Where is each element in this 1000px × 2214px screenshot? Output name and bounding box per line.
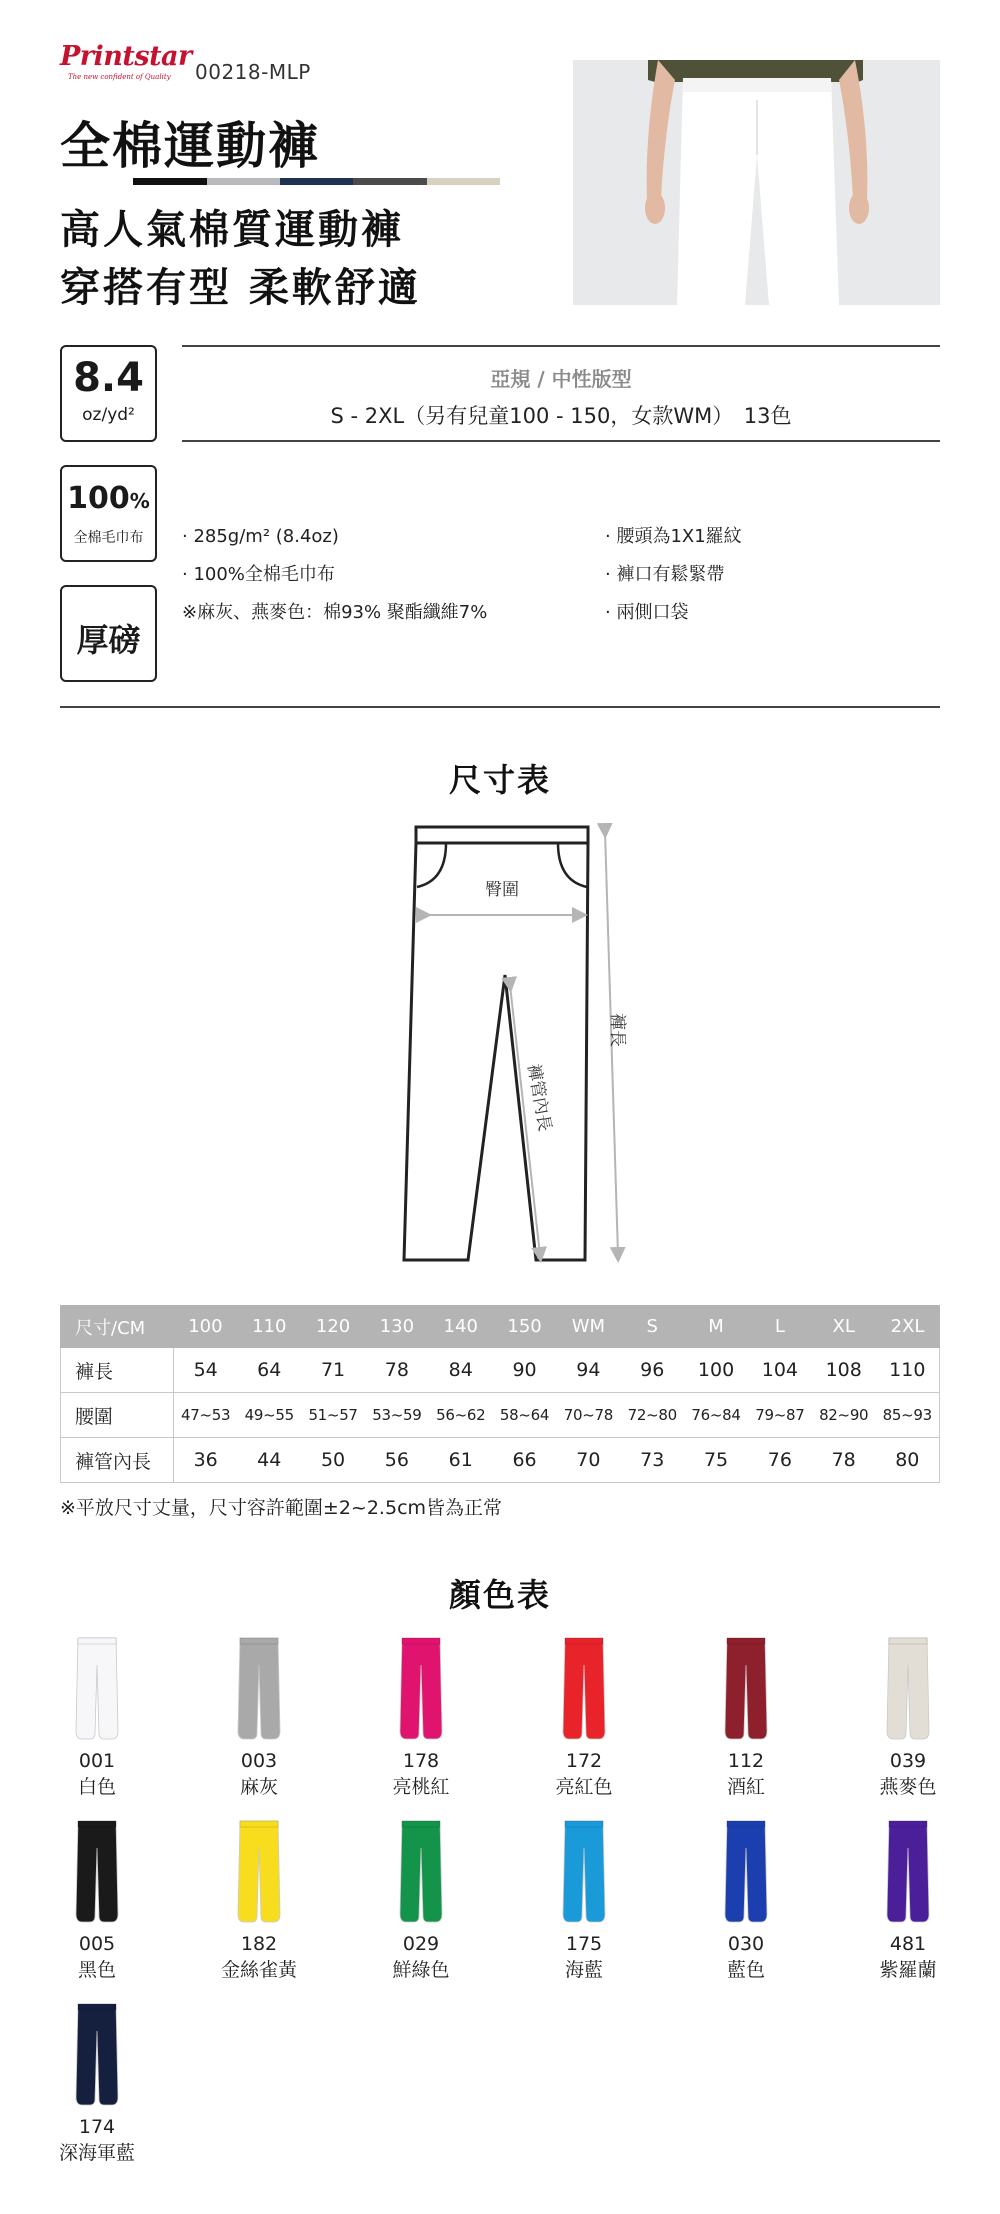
- color-swatch[interactable]: [356, 1818, 486, 1984]
- size-table-row: [61, 1393, 940, 1438]
- size-header-cell: M: [684, 1306, 748, 1348]
- pants-swatch-icon: [72, 1818, 122, 1926]
- cotton-badge: [60, 465, 157, 562]
- color-name: 麻灰: [239, 1776, 278, 1798]
- color-name: 燕麥色: [879, 1776, 937, 1798]
- pants-swatch-icon: [396, 1818, 446, 1926]
- title-color-strip: [60, 178, 500, 185]
- color-swatch[interactable]: [843, 1635, 973, 1801]
- size-cell: 70: [556, 1438, 620, 1483]
- color-swatch[interactable]: [32, 1818, 162, 1984]
- feature-item: · 腰頭為1X1羅紋: [605, 526, 742, 547]
- size-table-header: [61, 1306, 940, 1348]
- pants-measurement-diagram: [380, 815, 640, 1275]
- strip-segment: [133, 178, 206, 185]
- size-cell: 64: [237, 1348, 301, 1393]
- fit-sizes: S - 2XL（另有兒童100 - 150，女款WM） 13色: [330, 404, 792, 428]
- fit-type: 亞規 / 中性版型: [490, 367, 632, 391]
- color-code: 030: [727, 1933, 765, 1955]
- color-name: 亮紅色: [555, 1776, 613, 1798]
- cotton-number: 100: [67, 481, 130, 516]
- features-left: [182, 518, 487, 632]
- size-header-cell: 100: [174, 1306, 238, 1348]
- color-code: 481: [889, 1933, 927, 1955]
- size-cell: 49~55: [237, 1393, 301, 1438]
- size-cell: 73: [620, 1438, 684, 1483]
- color-code: 182: [240, 1933, 278, 1955]
- color-code: 178: [402, 1750, 440, 1772]
- product-title: 全棉運動褲: [60, 117, 320, 175]
- brand-tagline: The new confident of Quality: [68, 73, 171, 81]
- color-name: 紫羅蘭: [879, 1959, 937, 1981]
- color-code: 172: [565, 1750, 603, 1772]
- color-name: 亮桃紅: [392, 1776, 450, 1798]
- size-cell: 85~93: [876, 1393, 940, 1438]
- color-swatch[interactable]: [32, 2001, 162, 2167]
- color-code: 001: [78, 1750, 116, 1772]
- size-header-cell: 2XL: [876, 1306, 940, 1348]
- strip-segment: [427, 178, 500, 185]
- size-cell: 56~62: [429, 1393, 493, 1438]
- pants-swatch-icon: [883, 1818, 933, 1926]
- size-cell: 76: [748, 1438, 812, 1483]
- size-table-row: [61, 1348, 940, 1393]
- pants-swatch-icon: [559, 1635, 609, 1743]
- size-cell: 75: [684, 1438, 748, 1483]
- color-swatch[interactable]: [194, 1818, 324, 1984]
- feature-item: ※麻灰、燕麥色：棉93% 聚酯纖維7%: [182, 602, 488, 623]
- color-code: 029: [402, 1933, 440, 1955]
- color-chart-title: 顏色表: [448, 1576, 551, 1614]
- color-swatch[interactable]: [681, 1635, 811, 1801]
- size-row-label: 腰圍: [61, 1393, 174, 1438]
- size-note: ※平放尺寸丈量，尺寸容許範圍±2~2.5cm皆為正常: [60, 1497, 503, 1519]
- color-swatch[interactable]: [519, 1818, 649, 1984]
- features-right: [605, 518, 742, 632]
- size-cell: 96: [620, 1348, 684, 1393]
- size-header-cell: S: [620, 1306, 684, 1348]
- size-cell: 70~78: [556, 1393, 620, 1438]
- size-header-cell: XL: [812, 1306, 876, 1348]
- section-divider: [60, 706, 940, 708]
- cotton-percent: %: [129, 489, 150, 513]
- pants-swatch-icon: [72, 2001, 122, 2109]
- feature-item: · 褲口有鬆緊帶: [605, 564, 725, 585]
- color-code: 003: [240, 1750, 278, 1772]
- pants-swatch-icon: [721, 1635, 771, 1743]
- color-swatch[interactable]: [356, 1635, 486, 1801]
- color-swatch[interactable]: [32, 1635, 162, 1801]
- feature-item: · 285g/m² (8.4oz): [182, 526, 339, 547]
- size-cell: 71: [301, 1348, 365, 1393]
- size-chart-title: 尺寸表: [448, 761, 551, 799]
- fit-info: [182, 345, 940, 442]
- size-table-row: [61, 1438, 940, 1483]
- size-header-cell: WM: [556, 1306, 620, 1348]
- color-code: 175: [565, 1933, 603, 1955]
- color-swatch[interactable]: [519, 1635, 649, 1801]
- color-name: 海藍: [564, 1959, 603, 1981]
- size-cell: 54: [174, 1348, 238, 1393]
- cotton-label: 全棉毛巾布: [73, 530, 144, 546]
- size-cell: 66: [493, 1438, 557, 1483]
- thickness-label: 厚磅: [76, 621, 141, 659]
- brand-name: Printstar: [60, 41, 192, 72]
- size-header-cell: 130: [365, 1306, 429, 1348]
- product-photo: [573, 60, 940, 305]
- size-cell: 78: [812, 1438, 876, 1483]
- size-cell: 100: [684, 1348, 748, 1393]
- size-header-cell: 110: [237, 1306, 301, 1348]
- size-cell: 110: [876, 1348, 940, 1393]
- color-name: 酒紅: [726, 1776, 765, 1798]
- strip-segment: [207, 178, 280, 185]
- size-table: [60, 1305, 940, 1483]
- color-swatch[interactable]: [843, 1818, 973, 1984]
- size-header-cell: 150: [493, 1306, 557, 1348]
- color-code: 005: [78, 1933, 116, 1955]
- color-name: 藍色: [726, 1959, 765, 1981]
- size-cell: 80: [876, 1438, 940, 1483]
- size-cell: 84: [429, 1348, 493, 1393]
- size-cell: 61: [429, 1438, 493, 1483]
- inseam-label: 褲管內長: [523, 1062, 555, 1133]
- color-code: 174: [78, 2116, 116, 2138]
- size-cell: 108: [812, 1348, 876, 1393]
- color-name: 鮮綠色: [392, 1959, 450, 1981]
- color-name: 深海軍藍: [58, 2142, 135, 2164]
- size-cell: 76~84: [684, 1393, 748, 1438]
- cotton-value: [62, 481, 155, 519]
- size-cell: 36: [174, 1438, 238, 1483]
- size-cell: 53~59: [365, 1393, 429, 1438]
- hip-label: 臀圍: [485, 880, 519, 900]
- size-cell: 104: [748, 1348, 812, 1393]
- size-cell: 90: [493, 1348, 557, 1393]
- length-label: 褲長: [607, 1013, 627, 1047]
- size-row-label: 褲長: [61, 1348, 174, 1393]
- feature-item: · 100%全棉毛巾布: [182, 564, 335, 585]
- size-cell: 56: [365, 1438, 429, 1483]
- size-header-cell: 140: [429, 1306, 493, 1348]
- color-code: 039: [889, 1750, 927, 1772]
- size-cell: 78: [365, 1348, 429, 1393]
- size-cell: 47~53: [174, 1393, 238, 1438]
- size-header-cell: L: [748, 1306, 812, 1348]
- tagline-line-1: 高人氣棉質運動褲: [60, 207, 404, 253]
- color-swatch[interactable]: [681, 1818, 811, 1984]
- brand-logo: [60, 41, 192, 92]
- pants-swatch-icon: [883, 1635, 933, 1743]
- size-header-label: 尺寸/CM: [61, 1306, 174, 1348]
- model-code: 00218-MLP: [195, 60, 311, 84]
- size-cell: 79~87: [748, 1393, 812, 1438]
- color-name: 黑色: [77, 1959, 116, 1981]
- pants-swatch-icon: [721, 1818, 771, 1926]
- thickness-badge: [60, 585, 157, 682]
- feature-item: · 兩側口袋: [605, 602, 689, 623]
- size-cell: 51~57: [301, 1393, 365, 1438]
- tagline-line-2: 穿搭有型 柔軟舒適: [60, 265, 421, 311]
- strip-segment: [60, 178, 133, 185]
- fabric-weight-unit: oz/yd²: [82, 405, 135, 425]
- color-name: 白色: [77, 1776, 116, 1798]
- pants-swatch-icon: [559, 1818, 609, 1926]
- pants-swatch-icon: [234, 1635, 284, 1743]
- fabric-weight-badge: [60, 345, 157, 442]
- size-row-label: 褲管內長: [61, 1438, 174, 1483]
- size-cell: 82~90: [812, 1393, 876, 1438]
- size-cell: 94: [556, 1348, 620, 1393]
- size-cell: 50: [301, 1438, 365, 1483]
- pants-swatch-icon: [234, 1818, 284, 1926]
- strip-segment: [280, 178, 353, 185]
- strip-segment: [353, 178, 426, 185]
- color-code: 112: [727, 1750, 765, 1772]
- pants-swatch-icon: [72, 1635, 122, 1743]
- size-header-cell: 120: [301, 1306, 365, 1348]
- size-cell: 58~64: [493, 1393, 557, 1438]
- size-cell: 44: [237, 1438, 301, 1483]
- fabric-weight-value: 8.4: [73, 355, 144, 401]
- size-cell: 72~80: [620, 1393, 684, 1438]
- color-name: 金絲雀黃: [220, 1959, 297, 1981]
- color-swatch[interactable]: [194, 1635, 324, 1801]
- pants-swatch-icon: [396, 1635, 446, 1743]
